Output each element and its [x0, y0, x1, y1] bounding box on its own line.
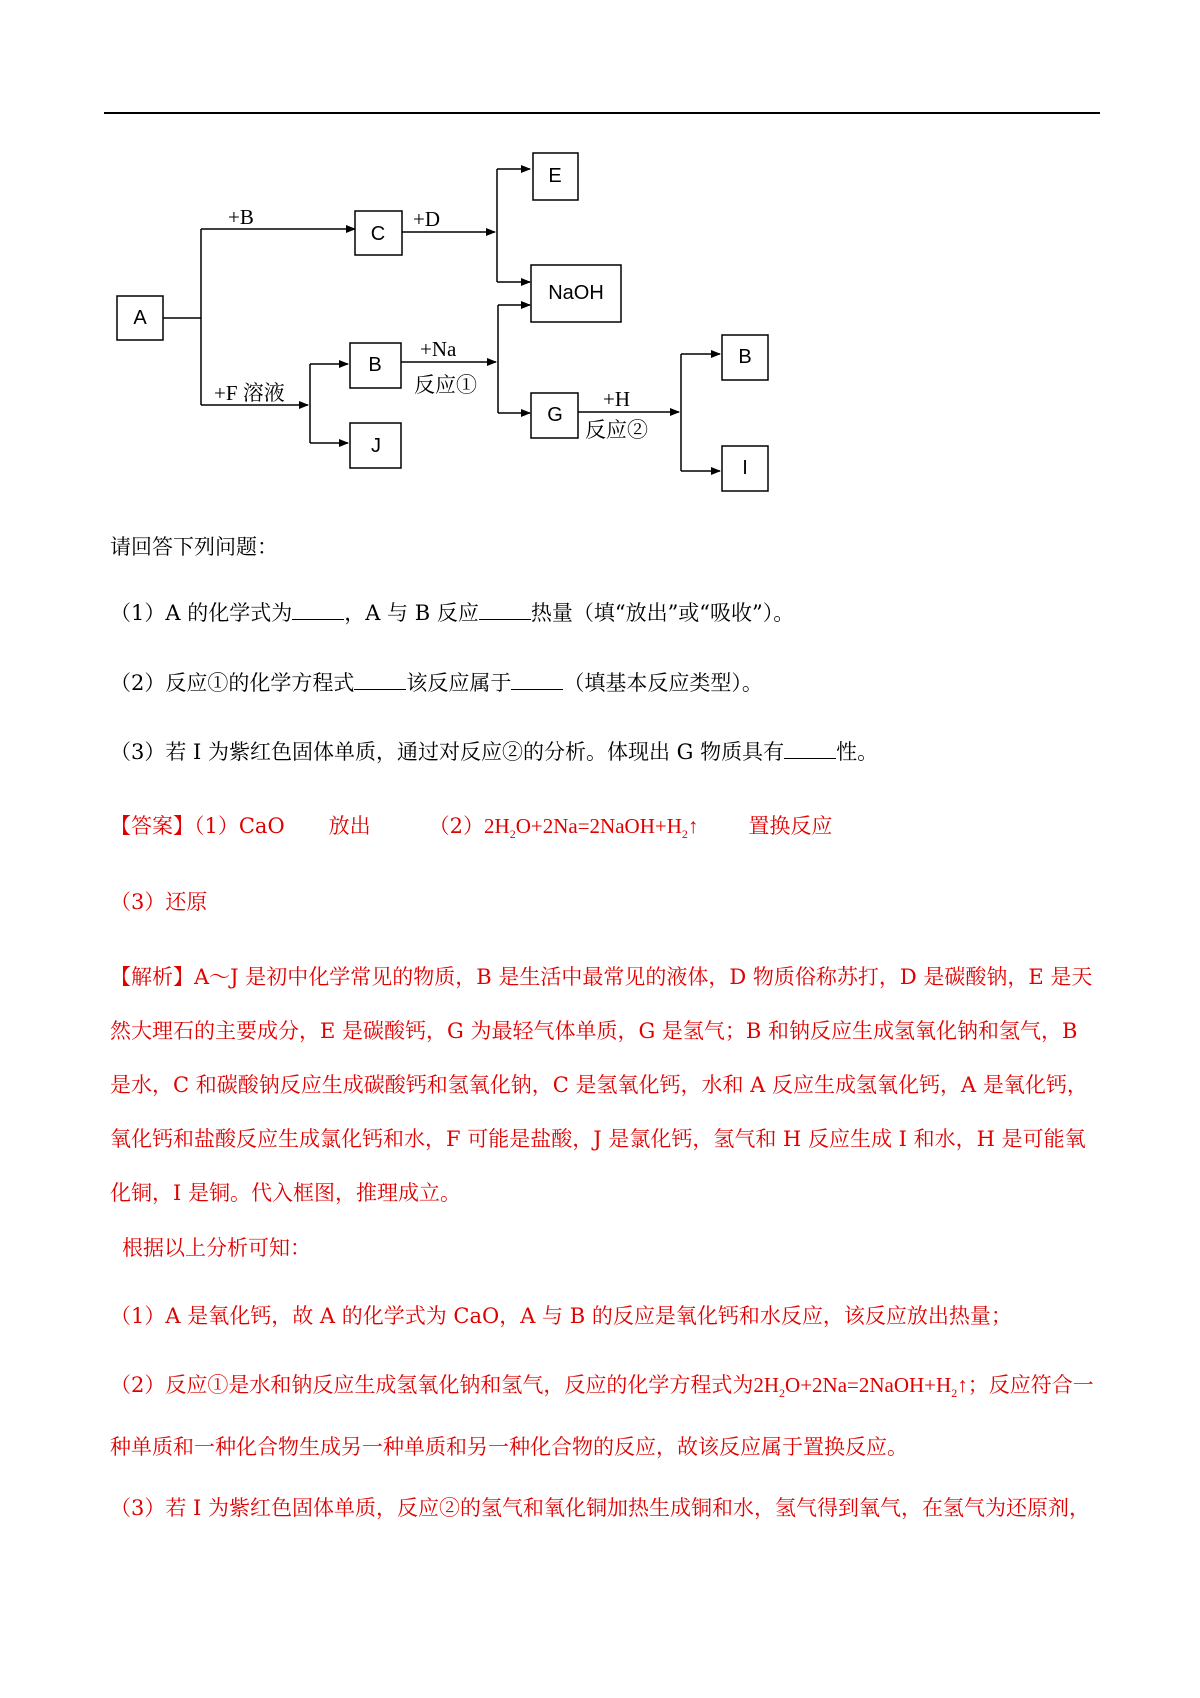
analysis-text: A～J 是初中化学常见的物质，B 是生活中最常见的液体，D 物质俗称苏打，D 是碳酸钠，E 是天然大理石的主要成分，E 是碳酸钙，G 为最轻气体单质，G 是氢气；B 和钠反应生成氢氧化钠和氢气，B 是水，C 和碳酸钠反应生成碳酸钙和氢氧化钠，C 是氢氧化钙，水和 A 反应生成氢氧化钙，A 是氧化钙，氧化钙和盐酸反应生成氯化钙和水，F 可能是盐酸，J 是氯化钙，氢气和 H 反应生成 I 和水，H 是可能氧化铜，I 是铜。代入框图，推理成立。 [110, 965, 1093, 1205]
q3-part1: （3）若 I 为紫红色固体单质，通过对反应②的分析。体现出 G 物质具有 [110, 740, 785, 764]
node-b2-label: B [738, 346, 752, 368]
answer-blank [292, 599, 344, 620]
question-3 [110, 736, 878, 768]
q3-part2: 性。 [836, 740, 879, 764]
q1-part3: 热量（填“放出”或“吸收”）。 [530, 601, 795, 625]
answer-2b: 置换反应 [748, 814, 833, 838]
reaction-flow-diagram [0, 0, 1200, 500]
analysis-paragraph [110, 950, 1100, 1220]
answer-formula: $2H_2O+2Na=2NaOH+H_2↑$ [484, 814, 699, 841]
question-prompt: 请回答下列问题： [110, 535, 278, 559]
edge-label-reaction-1: 反应① [414, 373, 477, 397]
q2-part2: 该反应属于 [406, 671, 512, 695]
analysis-step-2: （2）反应①是水和钠反应生成氢氧化钠和氢气，反应的化学方程式为$2H_2O+2Na=2NaOH+H_2↑$；反应符合一种单质和一种化合物生成另一种单质和另一种化合物的反应，故该反应属于置换反应。 [110, 1373, 1094, 1459]
node-c-label: C [370, 223, 386, 245]
analysis-label: 【解析】 [110, 965, 194, 989]
answer-1b: 放出 [328, 814, 371, 838]
edge-label-plus-na: +Na [420, 337, 457, 361]
edge-label-plus-b: +B [228, 205, 254, 229]
edge-label-plus-d: +D [413, 207, 441, 231]
q1-part1: （1）A 的化学式为 [110, 601, 293, 625]
q1-part2: ，A 与 B 反应 [344, 601, 479, 625]
q2-part3: （填基本反应类型）。 [563, 671, 763, 695]
answer-line-1 [110, 810, 832, 850]
answer-2: （2） [428, 814, 485, 838]
node-g-label: G [547, 404, 563, 426]
analysis-step-3: （3）若 I 为紫红色固体单质，反应②的氢气和氧化铜加热生成铜和水，氢气得到氧气，在氢气为还原剂， [110, 1496, 1091, 1520]
answer-blank [511, 669, 563, 690]
answer-label: 【答案】 [110, 814, 194, 838]
answer-blank [354, 669, 406, 690]
answer-1: （1）CaO [194, 814, 285, 838]
analysis-known: 根据以上分析可知： [122, 1236, 311, 1260]
gas-arrow-icon: ↑ [957, 1373, 968, 1397]
node-b1-label: B [368, 354, 382, 376]
node-e-label: E [548, 165, 562, 187]
question-2 [110, 667, 763, 699]
answer-line-2: （3）还原 [110, 890, 208, 914]
answer-blank [479, 599, 531, 620]
answer-blank [784, 738, 836, 759]
node-naoh-label: NaOH [548, 282, 604, 304]
edge-label-reaction-2: 反应② [585, 418, 648, 442]
analysis-step-1: （1）A 是氧化钙，故 A 的化学式为 CaO，A 与 B 的反应是氧化钙和水反应，该反应放出热量； [110, 1304, 1012, 1328]
edge-label-plus-f: +F 溶液 [214, 381, 285, 405]
node-i-label: I [742, 457, 748, 479]
edge-label-plus-h: +H [603, 387, 631, 411]
analysis-formula: $2H_2O+2Na=2NaOH+H_2↑$ [753, 1373, 968, 1400]
q2-part1: （2）反应①的化学方程式 [110, 671, 355, 695]
node-j-label: J [371, 435, 381, 457]
gas-arrow-icon: ↑ [687, 814, 699, 838]
question-1 [110, 597, 794, 629]
node-a-label: A [133, 307, 147, 329]
